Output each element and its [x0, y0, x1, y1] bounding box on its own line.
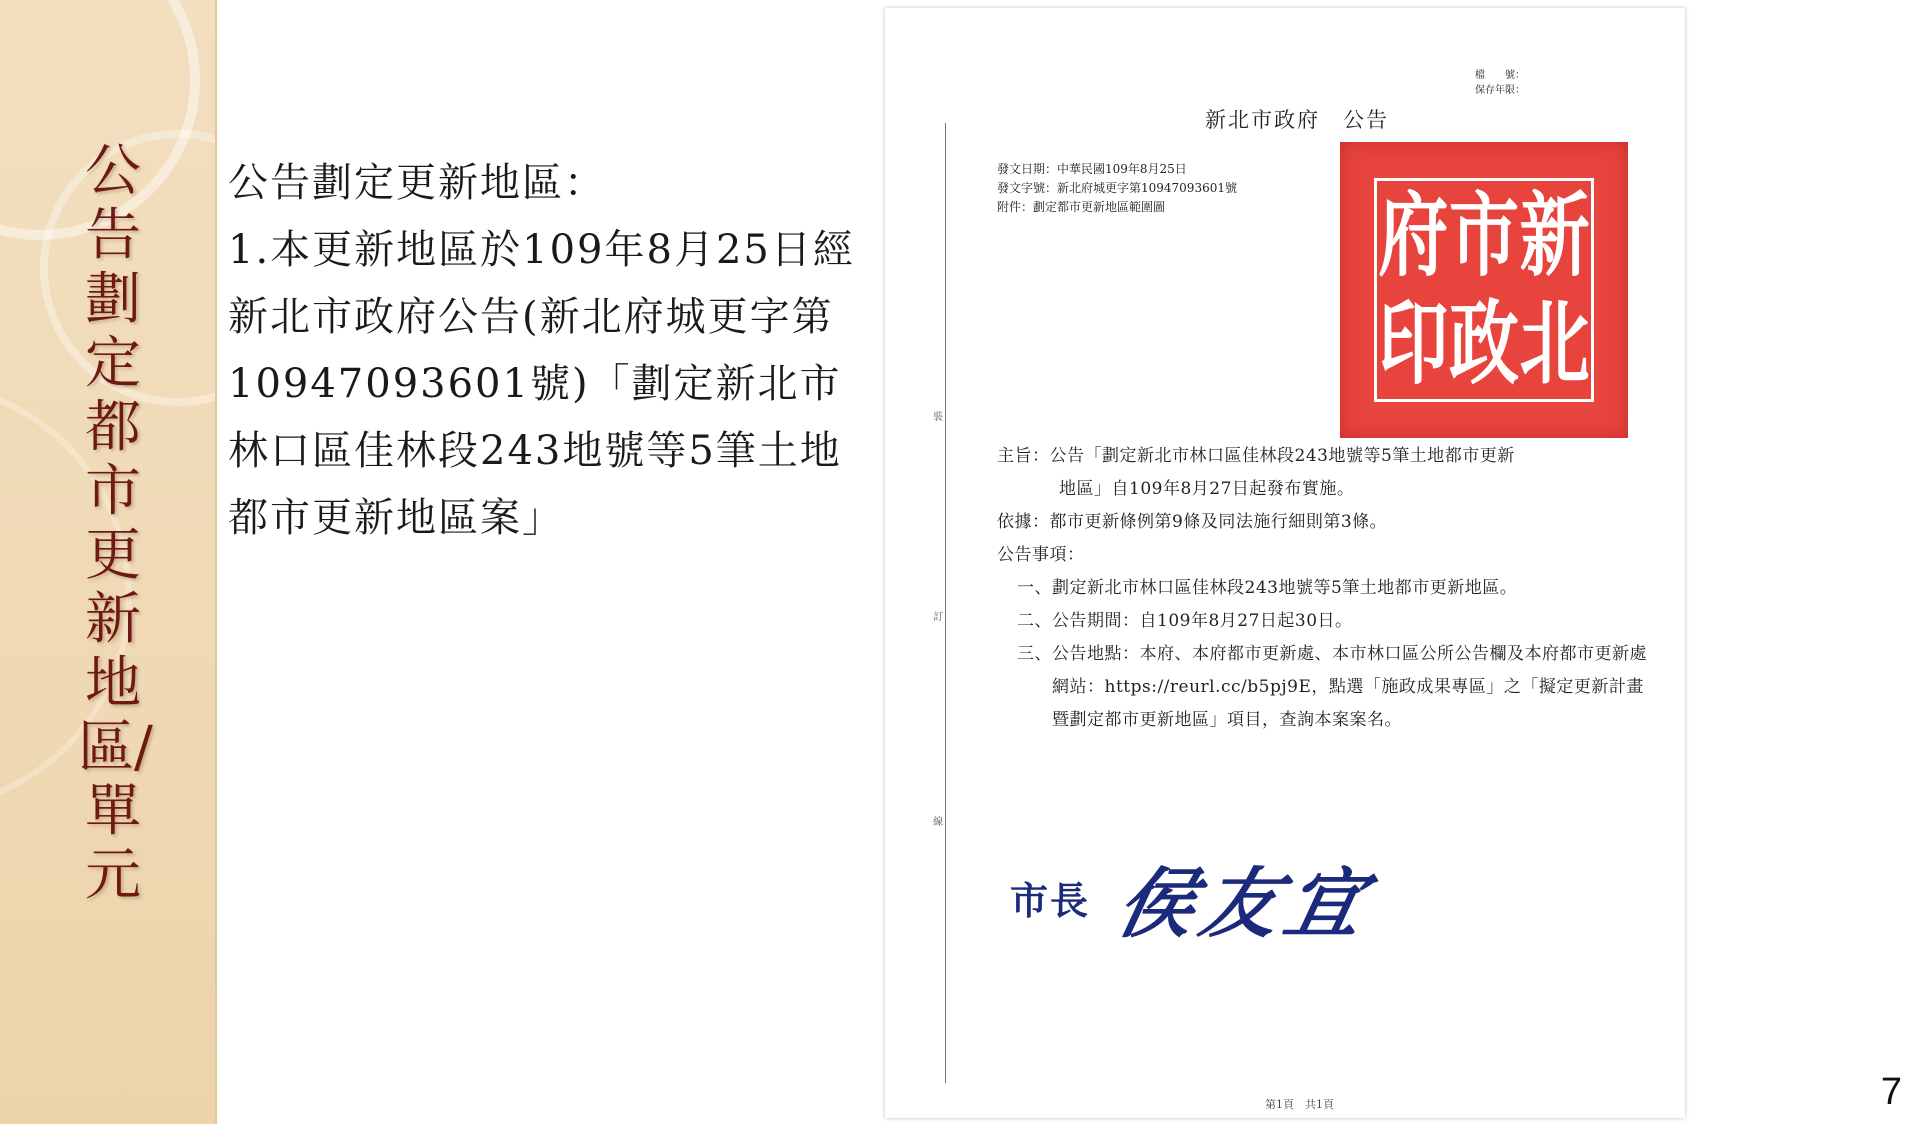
subject-row — [997, 440, 1647, 473]
item-text: 公告期間：自109年8月27日起30日。 — [1052, 611, 1353, 631]
seal-glyphs — [1378, 182, 1590, 398]
document-body — [997, 440, 1647, 737]
item-text: 劃定新北市林口區佳林段243地號等5筆土地都市更新地區。 — [1052, 578, 1518, 598]
seal-char: 政 — [1449, 289, 1520, 398]
item-number: 三、 — [1017, 644, 1052, 664]
item-number: 二、 — [1017, 611, 1052, 631]
seal-char: 印 — [1378, 289, 1449, 398]
basis-label: 依據： — [997, 512, 1050, 532]
attachment: 附件：劃定都市更新地區範圍圖 — [997, 200, 1166, 214]
announcement-item — [997, 605, 1647, 638]
binding-char: 訂 — [933, 612, 943, 623]
file-number: 檔 號： — [1475, 70, 1525, 81]
mayor-signature-block — [1010, 843, 1381, 952]
item-number: 一、 — [1017, 578, 1052, 598]
document-title: 新北市政府 公告 — [1205, 108, 1389, 132]
document-pager: 第1頁 共1頁 — [1265, 1098, 1334, 1111]
signature-role: 市長 — [1010, 878, 1091, 923]
announcement-item — [997, 638, 1647, 737]
archive-info — [1475, 68, 1525, 98]
binding-char: 線 — [933, 817, 943, 828]
main-paragraph: 1.本更新地區於109年8月25日經新北市政府公告(新北府城更字第10947093601號)「劃定新北市林口區佳林段243地號等5筆土地都市更新地區案」 — [228, 227, 855, 541]
subject-text: 公告「劃定新北市林口區佳林段243地號等5筆土地都市更新 — [1049, 446, 1515, 466]
main-text — [228, 150, 868, 552]
seal-char: 新 — [1519, 181, 1590, 290]
sidebar-banner — [0, 0, 217, 1124]
official-seal — [1340, 142, 1628, 438]
slide-page-number: 7 — [1880, 1071, 1902, 1113]
seal-char: 北 — [1519, 289, 1590, 398]
basis-text: 都市更新條例第9條及同法施行細則第3條。 — [1049, 512, 1388, 532]
seal-char: 府 — [1378, 181, 1449, 290]
document-meta — [997, 160, 1237, 217]
basis-row — [997, 506, 1647, 539]
handwritten-signature: 侯友宜 — [1109, 859, 1381, 948]
announcement-item — [997, 572, 1647, 605]
seal-char: 市 — [1449, 181, 1520, 290]
issue-date: 發文日期：中華民國109年8月25日 — [997, 162, 1187, 176]
binding-char: 裝 — [933, 412, 943, 423]
item-text: 公告地點：本府、本府都市更新處、本市林口區公所公告欄及本府都市更新處網站：https://reurl.cc/b5pj9E，點選「施政成果專區」之「擬定更新計畫暨劃定都市更新地區」項目，查詢本案案名。 — [1052, 644, 1647, 730]
main-heading: 公告劃定更新地區： — [228, 160, 606, 206]
binding-line — [945, 123, 946, 1083]
scanned-announcement — [885, 8, 1685, 1118]
items-label: 公告事項： — [997, 545, 1085, 565]
slide-title: 公告劃定都市更新地區/單元 — [78, 139, 153, 908]
subject-label: 主旨： — [997, 446, 1050, 466]
subject-continued: 地區」自109年8月27日起發布實施。 — [1059, 479, 1355, 499]
reference-number: 發文字號：新北府城更字第10947093601號 — [997, 181, 1237, 195]
retention-period: 保存年限： — [1475, 85, 1525, 96]
